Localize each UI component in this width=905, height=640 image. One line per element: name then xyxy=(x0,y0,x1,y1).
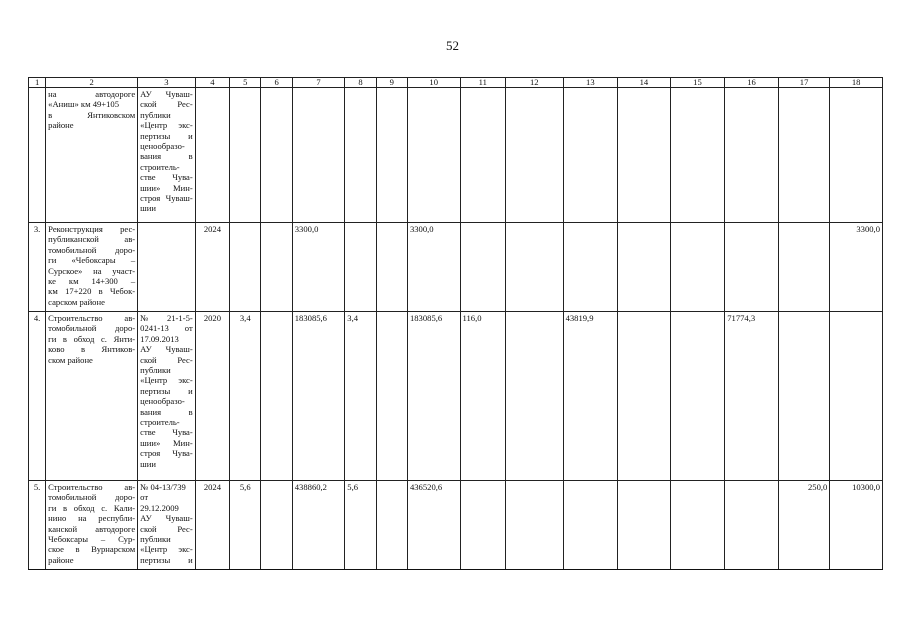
cell-c9 xyxy=(376,223,407,312)
cell-c15 xyxy=(670,88,725,223)
project-doc-line: «Центр экс- xyxy=(140,375,193,386)
row-number: 5. xyxy=(29,481,46,570)
cell-c12 xyxy=(505,88,563,223)
project-doc-line: ской Рес- xyxy=(140,523,193,534)
cell-year xyxy=(195,88,229,223)
object-name-line: ское в Вурнарском xyxy=(48,544,136,555)
header-cell: 14 xyxy=(618,78,671,88)
project-doc-line: стве Чува- xyxy=(140,427,193,438)
project-doc-line: ской Рес- xyxy=(140,354,193,365)
project-doc-cell xyxy=(138,312,196,481)
project-doc-line: вания в xyxy=(140,151,193,162)
cell-c14 xyxy=(618,312,671,481)
cell-c5 xyxy=(230,88,261,223)
cell-c16: 71774,3 xyxy=(725,312,779,481)
project-doc-line: 0241-13 от xyxy=(140,323,193,334)
header-cell: 12 xyxy=(505,78,563,88)
project-doc-line: 29.12.2009 xyxy=(140,502,179,513)
row-number: 4. xyxy=(29,312,46,481)
header-cell: 18 xyxy=(830,78,883,88)
cell-c11: 116,0 xyxy=(460,312,505,481)
header-row xyxy=(29,78,883,88)
object-name-line: томобильной доро- xyxy=(48,323,136,334)
cell-c8 xyxy=(345,88,376,223)
project-doc-cell xyxy=(138,88,196,223)
cell-year: 2024 xyxy=(195,481,229,570)
object-name-line: ке км 14+300 – xyxy=(48,276,136,287)
cell-c9 xyxy=(376,88,407,223)
cell-c15 xyxy=(670,223,725,312)
cell-c6 xyxy=(261,88,292,223)
cell-c17 xyxy=(778,312,830,481)
cell-c17 xyxy=(778,223,830,312)
cell-c16 xyxy=(725,223,779,312)
object-name-line: районе xyxy=(48,554,74,565)
header-cell: 7 xyxy=(292,78,345,88)
cell-c9 xyxy=(376,312,407,481)
cell-c18: 3300,0 xyxy=(830,223,883,312)
row-number: 3. xyxy=(29,223,46,312)
object-name-cell xyxy=(46,88,138,223)
project-doc-line: публики xyxy=(140,109,171,120)
project-doc-line: № 21-1-5- xyxy=(140,313,193,323)
cell-c13 xyxy=(563,223,618,312)
cell-c16 xyxy=(725,481,779,570)
project-doc-line: публики xyxy=(140,365,171,376)
table-row xyxy=(29,223,883,312)
header-cell: 16 xyxy=(725,78,779,88)
project-doc-line: шии xyxy=(140,203,156,214)
project-doc-line: стве Чува- xyxy=(140,172,193,183)
cell-c7: 3300,0 xyxy=(292,223,345,312)
object-name-line: Строительство ав- xyxy=(48,313,136,323)
cell-c8: 5,6 xyxy=(345,481,376,570)
cell-c6 xyxy=(261,223,292,312)
project-doc-line: АУ Чуваш- xyxy=(140,344,193,355)
object-name-line: Чебоксары – Сур- xyxy=(48,534,136,545)
header-cell: 17 xyxy=(778,78,830,88)
cell-c13: 43819,9 xyxy=(563,312,618,481)
project-doc-line: строитель- xyxy=(140,417,180,428)
cell-c17 xyxy=(778,88,830,223)
object-name-line: ги в обход с. Кали- xyxy=(48,502,136,513)
project-doc-line: 17.09.2013 xyxy=(140,333,179,344)
cell-c10: 436520,6 xyxy=(407,481,460,570)
cell-c14 xyxy=(618,223,671,312)
project-doc-line: шии» Мин- xyxy=(140,182,193,193)
project-doc-line: пертизы и xyxy=(140,130,193,141)
object-name-line: в Янтиковском xyxy=(48,109,136,120)
header-cell: 15 xyxy=(670,78,725,88)
table-row xyxy=(29,88,883,223)
object-name-line: км 17+220 в Чебок- xyxy=(48,286,136,297)
project-doc-line: № 04-13/739 xyxy=(140,482,186,492)
cell-c6 xyxy=(261,312,292,481)
cell-c11 xyxy=(460,223,505,312)
object-name-line: на автодороге xyxy=(48,89,136,99)
object-name-line: сарском районе xyxy=(48,296,105,307)
cell-c16 xyxy=(725,88,779,223)
header-cell: 5 xyxy=(230,78,261,88)
object-name-line: Сурское» на участ- xyxy=(48,265,136,276)
object-name-line: районе xyxy=(48,120,74,131)
cell-c13 xyxy=(563,88,618,223)
cell-c11 xyxy=(460,88,505,223)
project-doc-line: АУ Чуваш- xyxy=(140,513,193,524)
cell-c9 xyxy=(376,481,407,570)
object-name-line: ском районе xyxy=(48,354,93,365)
header-cell: 1 xyxy=(29,78,46,88)
project-doc-line: «Центр экс- xyxy=(140,120,193,131)
object-name-line: томобильной доро- xyxy=(48,492,136,503)
object-name-cell xyxy=(46,481,138,570)
header-cell: 13 xyxy=(563,78,618,88)
project-doc-line: ценообразо- xyxy=(140,396,185,407)
object-name-line: ково в Янтиков- xyxy=(48,344,136,355)
project-doc-line: пертизы и xyxy=(140,385,193,396)
cell-year: 2020 xyxy=(195,312,229,481)
header-cell: 8 xyxy=(345,78,376,88)
header-cell: 11 xyxy=(460,78,505,88)
cell-c10: 183085,6 xyxy=(407,312,460,481)
cell-c13 xyxy=(563,481,618,570)
project-doc-line: пертизы и xyxy=(140,554,193,565)
cell-c18 xyxy=(830,88,883,223)
cell-c8: 3,4 xyxy=(345,312,376,481)
object-name-line: томобильной доро- xyxy=(48,244,136,255)
page-number: 52 xyxy=(446,38,459,53)
object-name-line: ги в обход с. Янти- xyxy=(48,333,136,344)
cell-c15 xyxy=(670,312,725,481)
cell-c11 xyxy=(460,481,505,570)
cell-c5 xyxy=(230,223,261,312)
cell-c5: 3,4 xyxy=(230,312,261,481)
object-name-line: Реконструкция рес- xyxy=(48,224,136,234)
cell-c7: 438860,2 xyxy=(292,481,345,570)
project-doc-cell xyxy=(138,481,196,570)
project-doc-cell xyxy=(138,223,196,312)
project-doc-line: строя Чува- xyxy=(140,448,193,459)
project-doc-line: ской Рес- xyxy=(140,99,193,110)
object-name-line: «Аниш» км 49+105 xyxy=(48,99,120,110)
object-name-cell xyxy=(46,223,138,312)
investment-table xyxy=(28,77,883,570)
project-doc-line: шии xyxy=(140,458,156,469)
project-doc-line: строя Чуваш- xyxy=(140,193,193,204)
cell-c6 xyxy=(261,481,292,570)
object-name-line: нино на республи- xyxy=(48,513,136,524)
table-row xyxy=(29,481,883,570)
header-cell: 2 xyxy=(46,78,138,88)
header-cell: 4 xyxy=(195,78,229,88)
object-name-cell xyxy=(46,312,138,481)
cell-c12 xyxy=(505,223,563,312)
project-doc-line: ценообразо- xyxy=(140,141,185,152)
cell-c18 xyxy=(830,312,883,481)
cell-c7: 183085,6 xyxy=(292,312,345,481)
cell-c18: 10300,0 xyxy=(830,481,883,570)
object-name-line: публиканской ав- xyxy=(48,234,136,245)
header-cell: 6 xyxy=(261,78,292,88)
cell-c12 xyxy=(505,481,563,570)
cell-year: 2024 xyxy=(195,223,229,312)
project-doc-line: шии» Мин- xyxy=(140,437,193,448)
project-doc-line: строитель- xyxy=(140,161,180,172)
header-cell: 9 xyxy=(376,78,407,88)
cell-c10: 3300,0 xyxy=(407,223,460,312)
cell-c8 xyxy=(345,223,376,312)
project-doc-line: публики xyxy=(140,534,171,545)
row-number xyxy=(29,88,46,223)
project-doc-line: от xyxy=(140,492,149,503)
cell-c7 xyxy=(292,88,345,223)
project-doc-line: АУ Чуваш- xyxy=(140,89,193,99)
table-row xyxy=(29,312,883,481)
object-name-line: Строительство ав- xyxy=(48,482,136,492)
cell-c10 xyxy=(407,88,460,223)
project-doc-line: «Центр экс- xyxy=(140,544,193,555)
header-cell: 10 xyxy=(407,78,460,88)
object-name-line: ги «Чебоксары – xyxy=(48,255,136,266)
cell-c5: 5,6 xyxy=(230,481,261,570)
cell-c17: 250,0 xyxy=(778,481,830,570)
cell-c14 xyxy=(618,481,671,570)
object-name-line: канской автодороге xyxy=(48,523,136,534)
cell-c15 xyxy=(670,481,725,570)
header-cell: 3 xyxy=(138,78,196,88)
cell-c12 xyxy=(505,312,563,481)
cell-c14 xyxy=(618,88,671,223)
project-doc-line: вания в xyxy=(140,406,193,417)
